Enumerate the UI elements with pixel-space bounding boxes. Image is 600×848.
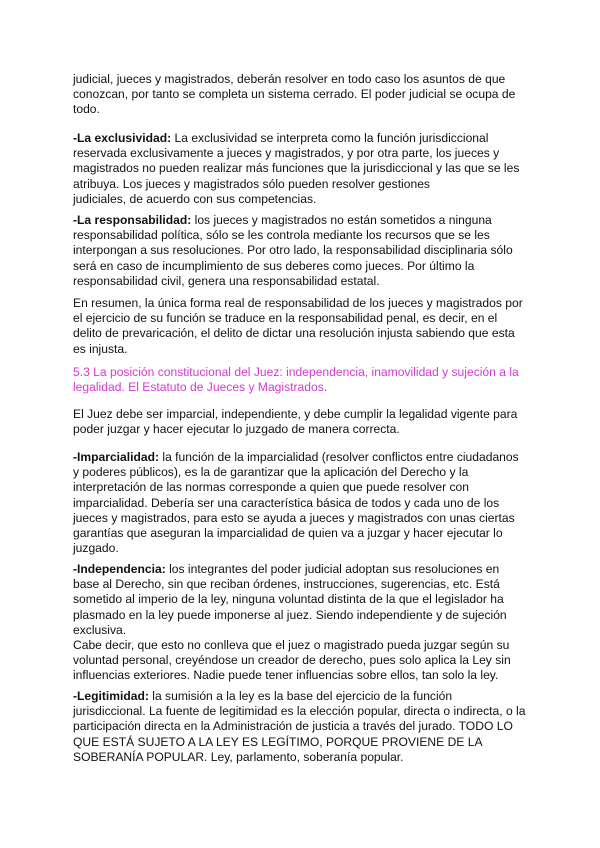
exclusividad-paragraph bbox=[73, 131, 528, 207]
imparcialidad-text: la función de la imparcialidad (resolver conflictos entre ciudadanos y poderes públicos), es la de garantizar que la aplicación del Derecho y la interpretación de las normas corresponde a quien que puede resolver con imparcialidad. Debería ser una característica básica de todos y cada uno de los jueces y magistrados, para esto se ayuda a jueces y magistrados con unas ciertas garantías que aseguran la imparcialidad de quien va a juzgar y hacer ejecutar lo juzgado. bbox=[73, 450, 519, 556]
responsabilidad-text: los jueces y magistrados no están sometidos a ninguna responsabilidad política, sólo se les controla mediante los recursos que se les interpongan a sus resoluciones. Por otro lado, la responsabilidad disciplinaria sólo será en caso de incumplimiento de sus deberes como jueces. Por último la responsabilidad civil, genera una responsabilidad estatal. bbox=[73, 213, 513, 288]
responsabilidad-label: -La responsabilidad: bbox=[73, 213, 192, 227]
responsabilidad-paragraph bbox=[73, 213, 528, 289]
section-heading: 5.3 La posición constitucional del Juez: independencia, inamovilidad y sujeción a la legalidad. El Estatuto de Jueces y Magistrados. bbox=[73, 365, 519, 395]
intro-paragraph: judicial, jueces y magistrados, deberán resolver en todo caso los asuntos de que conozcan, por tanto se completa un sistema cerrado. El poder judicial se ocupa de todo. bbox=[73, 72, 516, 117]
legitimidad-text: la sumisión a la ley es la base del ejercicio de la función jurisdiccional. La fuente de legitimidad es la elección popular, directa o indirecta, o la participación directa en la Administración de justicia a través del jurado. TODO LO QUE ESTÁ SUJETO A LA LEY ES LEGÍTIMO, PORQUE PROVIENE DE LA SOBERANÍA POPULAR. Ley, parlamento, soberanía popular. bbox=[73, 689, 526, 764]
legitimidad-paragraph bbox=[73, 689, 528, 765]
imparcialidad-paragraph bbox=[73, 450, 528, 556]
independencia-text: los integrantes del poder judicial adoptan sus resoluciones en base al Derecho, sin que reciban órdenes, instrucciones, sugerencias, etc. Está sometido al imperio de la ley, ninguna voluntad distinta de la que el legislador ha plasmado en la ley puede imponerse al juez. Siendo independiente y de sujeción exclusiva. Cabe decir, que esto no conlleva que el juez o magistrado pueda juzgar según su voluntad personal, creyéndose un creador de derecho, pues solo aplica la Ley sin influencias exteriores. Nadie puede tener influencias sobre ellos, tan solo la ley. bbox=[73, 562, 511, 683]
legitimidad-label: -Legitimidad: bbox=[73, 689, 149, 703]
independencia-label: -Independencia: bbox=[73, 562, 166, 576]
independencia-paragraph bbox=[73, 562, 528, 684]
imparcialidad-label: -Imparcialidad: bbox=[73, 450, 160, 464]
resumen-paragraph: En resumen, la única forma real de responsabilidad de los jueces y magistrados por el ejercicio de su función se traduce en la responsabilidad penal, es decir, en el delito de prevaricación, el delito de dictar una resolución injusta sabiendo que esta es injusta. bbox=[73, 296, 523, 356]
exclusividad-label: -La exclusividad: bbox=[73, 131, 172, 145]
exclusividad-text: La exclusividad se interpreta como la función jurisdiccional reservada exclusivamente a jueces y magistrados, y por otra parte, los jueces y magistrados no pueden realizar más funciones que la jurisdiccional y las que se les atribuya. Los jueces y magistrados sólo pueden resolver gestiones judiciales, de acuerdo con sus competencias. bbox=[73, 131, 520, 206]
juez-intro-paragraph: El Juez debe ser imparcial, independiente, y debe cumplir la legalidad vigente para poder juzgar y hacer ejecutar lo juzgado de manera correcta. bbox=[73, 407, 518, 437]
